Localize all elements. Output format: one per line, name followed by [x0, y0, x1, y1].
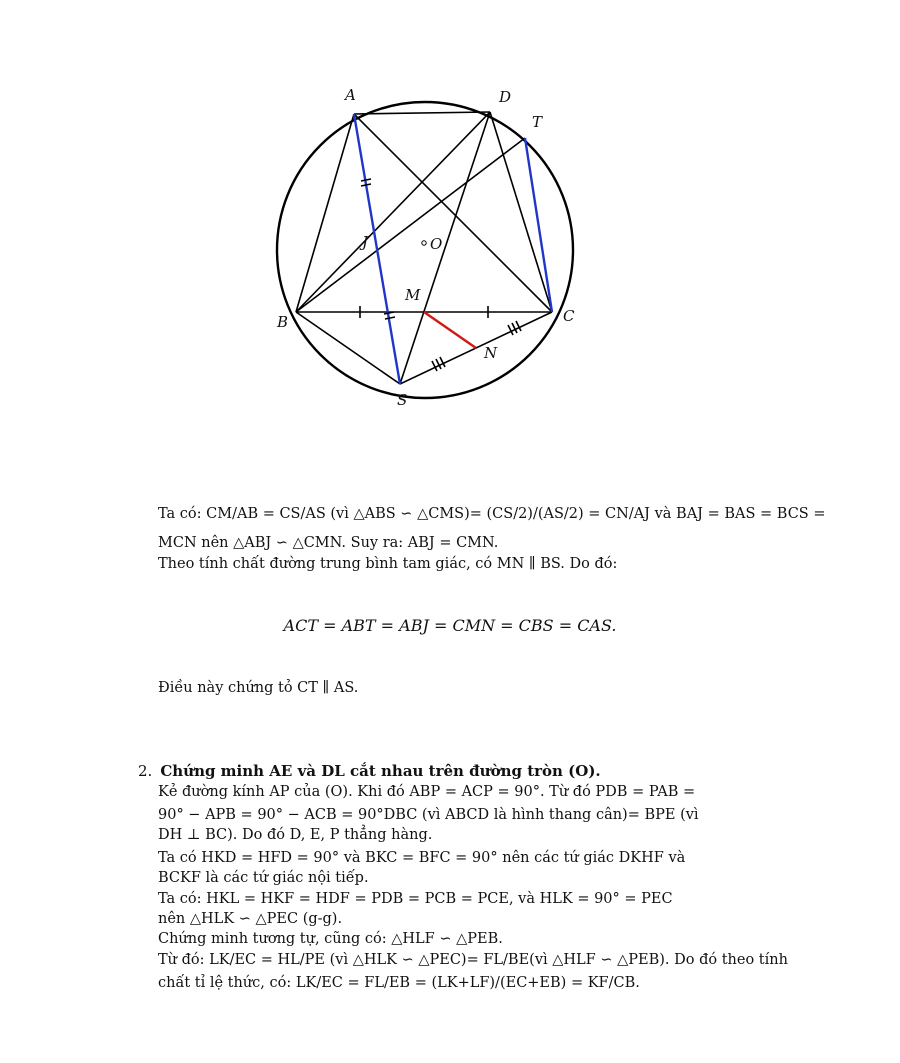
section-2-line-4: Ta có HKD = HFD = 90° và BKC = BFC = 90° nên các tứ giác DKHF và — [158, 850, 686, 866]
section-2-line-2: 90° − APB = 90° − ACB = 90°DBC (vì ABCD là hình thang cân)= BPE (vì — [158, 807, 699, 823]
tick-aj-2 — [361, 184, 371, 186]
geometry-figure — [0, 0, 900, 420]
section-2-heading — [138, 762, 601, 780]
label-s: S — [397, 391, 408, 409]
tick-aj-1 — [361, 179, 371, 181]
paragraph-1-line-2: MCN nên △ABJ ∽ △CMN. Suy ra: ABJ = CMN. — [158, 535, 499, 551]
tick-sn-2 — [436, 359, 441, 369]
paragraph-1-line-1: Ta có: CM/AB = CS/AS (vì △ABS ∽ △CMS)= (CS/2)/(AS/2) = CN/AJ và BAJ = BAS = BCS = — [158, 506, 826, 522]
segment-ds — [400, 112, 490, 384]
segment-ad — [354, 112, 490, 114]
segment-mn — [424, 312, 476, 348]
label-b: B — [277, 313, 289, 331]
label-o: O — [430, 235, 443, 253]
label-a: A — [345, 86, 356, 104]
section-2-title: Chứng minh AE và DL cắt nhau trên đường tròn (O). — [160, 762, 601, 780]
label-c: C — [563, 307, 575, 325]
section-2-line-6: Ta có: HKL = HKF = HDF = PDB = PCB = PCE, và HLK = 90° = PEC — [158, 891, 673, 907]
section-2-line-1: Kẻ đường kính AP của (O). Khi đó ABP = ACP = 90°. Từ đó PDB = PAB = — [158, 784, 696, 800]
section-2-line-10: chất tỉ lệ thức, có: LK/EC = FL/EB = (LK+LF)/(EC+EB) = KF/CB. — [158, 975, 640, 991]
section-2-line-7: nên △HLK ∽ △PEC (g-g). — [158, 911, 343, 927]
equation-angles: ACT = ABT = ABJ = CMN = CBS = CAS. — [283, 616, 617, 635]
label-d: D — [499, 88, 512, 106]
circle-o — [277, 102, 573, 398]
section-2-line-9: Từ đó: LK/EC = HL/PE (vì △HLK ∽ △PEC)= FL/BE(vì △HLF ∽ △PEB). Do đó theo tính — [158, 952, 788, 968]
label-t: T — [532, 113, 543, 131]
segment-as — [354, 114, 400, 384]
section-2-line-8: Chứng minh tương tự, cũng có: △HLF ∽ △PEB. — [158, 931, 503, 947]
segment-tc — [525, 138, 552, 312]
tick-js-2 — [385, 317, 395, 319]
center-marker — [422, 241, 426, 245]
section-2-number: 2. — [138, 762, 153, 780]
paragraph-2: Điều này chứng tỏ CT ∥ AS. — [158, 680, 359, 696]
tick-nc-2 — [512, 323, 517, 333]
label-j: J — [362, 233, 369, 251]
section-2-line-3: DH ⊥ BC). Do đó D, E, P thẳng hàng. — [158, 827, 433, 843]
section-2-line-5: BCKF là các tứ giác nội tiếp. — [158, 870, 369, 886]
segment-bs — [296, 312, 400, 384]
paragraph-1-line-3: Theo tính chất đường trung bình tam giác, có MN ∥ BS. Do đó: — [158, 556, 618, 572]
label-m: M — [405, 286, 421, 304]
label-n: N — [484, 344, 498, 362]
